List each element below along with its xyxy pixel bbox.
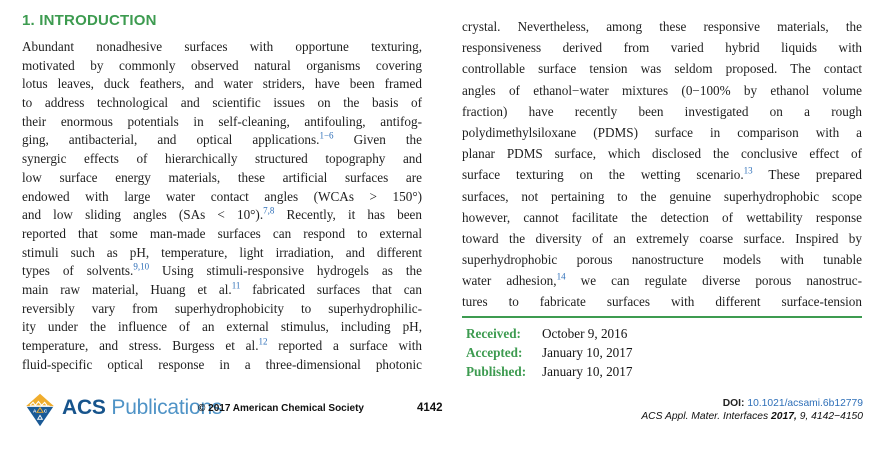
published-label: Published: <box>466 364 527 379</box>
doi-line <box>641 398 863 411</box>
reference-link[interactable]: 12 <box>258 336 268 347</box>
body-line: reported that some man-made surfaces can respond to external <box>22 225 422 241</box>
published-row <box>466 362 632 381</box>
reference-link[interactable]: 13 <box>743 165 753 176</box>
article-dates <box>466 324 632 381</box>
accepted-row <box>466 343 632 362</box>
citation-volume: 9, <box>799 410 809 422</box>
accepted-label: Accepted: <box>466 345 523 360</box>
reference-link[interactable]: 7,8 <box>263 205 275 216</box>
copyright-notice: © 2017 American Chemical Society <box>198 403 364 414</box>
body-line: endowed with large water contact angles (WCAs > 150°) <box>22 188 422 204</box>
right-column-text <box>462 16 862 313</box>
page-number: 4142 <box>417 402 443 414</box>
received-date: October 9, 2016 <box>542 326 628 341</box>
body-line: fraction) have recently been investigated on a rough <box>462 103 862 119</box>
published-date: January 10, 2017 <box>542 364 633 379</box>
body-line: Abundant nonadhesive surfaces with opportune texturing, <box>22 39 422 54</box>
citation-pages: 4142−4150 <box>811 410 863 422</box>
journal-citation <box>641 411 863 424</box>
doi-label: DOI: <box>722 398 745 409</box>
reference-link[interactable]: 14 <box>556 271 566 282</box>
body-line: reversibly vary from superhydrophobicity to superhydrophilic- <box>22 300 422 316</box>
page-footer <box>0 390 885 450</box>
body-line: planar PDMS surface, which disclosed the conclusive effect of <box>462 146 862 162</box>
reference-link[interactable]: 9,10 <box>133 261 150 272</box>
dates-divider-rule <box>462 316 862 318</box>
received-row <box>466 324 632 343</box>
body-line: lotus leaves, duck feathers, and water striders, have been framed <box>22 76 422 92</box>
acs-wordmark-acs: ACS <box>62 396 106 419</box>
body-line: surface texturing on the wetting scenario.$^{13}$ These prepared <box>462 165 862 183</box>
body-line: surfaces, not pertaining to the genuine superhydrophobic scope <box>462 188 862 204</box>
left-column <box>22 12 422 374</box>
citation-journal: ACS Appl. Mater. Interfaces <box>641 410 769 422</box>
reference-link[interactable]: 11 <box>231 280 241 291</box>
body-line: ging, antibacterial, and optical applications.$^{1-6}$ Given the <box>22 131 422 148</box>
body-line: responsiveness derived from varied hybrid liquids with <box>462 40 862 56</box>
acs-diamond-logo-icon <box>24 393 56 427</box>
reference-link[interactable]: 1−6 <box>319 131 334 142</box>
right-column <box>462 16 862 313</box>
section-heading: 1. INTRODUCTION <box>22 12 157 29</box>
body-line: tures to fabricate surfaces with different surface-tension <box>462 294 862 310</box>
body-line: ity under the influence of an external stimulus, including pH, <box>22 319 422 335</box>
body-line: water adhesion,$^{14}$ we can regulate diverse porous nanostruc- <box>462 271 862 289</box>
doi-citation-block <box>641 398 863 423</box>
body-line: and low sliding angles (SAs < 10°).$^{7,8}$ Recently, it has been <box>22 205 422 223</box>
body-line: their enormous potentials in self-cleaning, antifouling, antifog- <box>22 113 422 129</box>
body-line: toward the diversity of an extremely coarse surface. Inspired by <box>462 230 862 246</box>
body-line: crystal. Nevertheless, among these responsive materials, the <box>462 19 862 34</box>
doi-link[interactable]: 10.1021/acsami.6b12779 <box>747 398 863 409</box>
body-line: polydimethylsiloxane (PDMS) surface in comparison with a <box>462 124 862 140</box>
citation-year: 2017, <box>771 410 797 422</box>
received-label: Received: <box>466 326 521 341</box>
body-line: main raw material, Huang et al.$^{11}$ fabricated surfaces that can <box>22 280 422 297</box>
body-line: types of solvents.$^{9,10}$ Using stimuli-responsive hydrogels as the <box>22 261 422 279</box>
body-line: fluid-specific optical response in a three-dimensional photonic <box>22 356 422 372</box>
body-line: superhydrophobic porous nanostructure models with tunable <box>462 252 862 268</box>
left-column-text <box>22 38 422 374</box>
accepted-date: January 10, 2017 <box>542 345 633 360</box>
body-line: motivated by commonly observed natural organisms covering <box>22 57 422 73</box>
body-line: low surface energy materials, these artificial surfaces are <box>22 169 422 185</box>
body-line: however, cannot facilitate the detection of wettability response <box>462 209 862 225</box>
body-line: temperature, and stress. Burgess et al.$^{12}$ reported a surface with <box>22 336 422 353</box>
body-line: to address technological and scientific issues on the basis of <box>22 95 422 111</box>
body-line: stimuli such as pH, temperature, light irradiation, and different <box>22 244 422 260</box>
body-line: angles of ethanol−water mixtures (0−100% by ethanol volume <box>462 82 862 98</box>
body-line: controllable surface tension was seldom proposed. The contact <box>462 61 862 77</box>
acs-wordmark-publications: Publications <box>111 396 223 419</box>
svg-text:C: C <box>43 408 48 414</box>
body-line: synergic effects of hierarchically structured topography and <box>22 151 422 167</box>
svg-text:A: A <box>33 408 37 414</box>
